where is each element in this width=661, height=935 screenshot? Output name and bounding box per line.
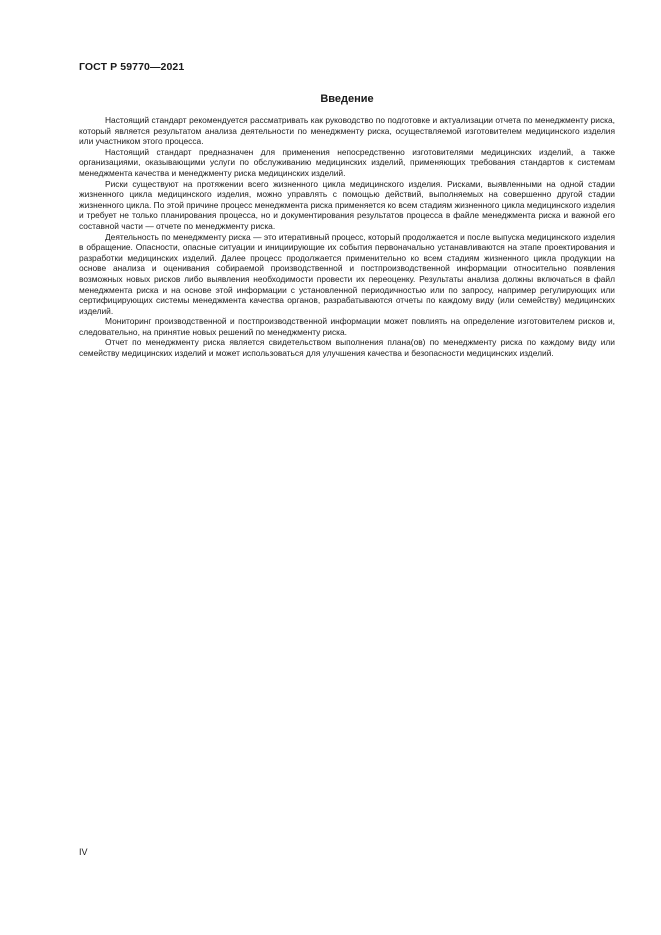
section-body bbox=[79, 115, 615, 359]
paragraph: Отчет по менеджменту риска является свидетельством выполнения плана(ов) по менеджменту риска по каждому виду или семейству медицинских изделий и может использоваться для улучшения качества и безопасности медицинских изделий. bbox=[79, 337, 615, 359]
page-number: IV bbox=[79, 847, 88, 857]
paragraph: Мониторинг производственной и постпроизводственной информации может повлиять на определение изготовителем рисков и, следовательно, на принятие новых решений по менеджменту риска. bbox=[79, 316, 615, 337]
section-title: Введение bbox=[320, 93, 374, 105]
standard-code: ГОСТ Р 59770—2021 bbox=[79, 61, 185, 73]
paragraph: Настоящий стандарт предназначен для применения непосредственно изготовителями медицинских изделий, а также организациями, оказывающими услуги по обслуживанию медицинских изделий, применяющих требования стандартов к системам менеджмента качества и менеджменту риска медицинских изделий. bbox=[79, 146, 615, 178]
paragraph: Настоящий стандарт рекомендуется рассматривать как руководство по подготовке и актуализации отчета по менеджменту риска, который является результатом анализа деятельности по менеджменту риска, осуществляемой изготовителем медицинского изделия или участником этого процесса. bbox=[79, 115, 615, 147]
paragraph: Деятельность по менеджменту риска — это итеративный процесс, который продолжается и после выпуска медицинского изделия в обращение. Опасности, опасные ситуации и инициирующие их события первоначально устанавливаются на этапе проектирования и разработки медицинских изделий. Далее процесс продолжается применительно ко всем стадиям жизненного цикла продукции на основе анализа и оценивания собираемой производственной и постпроизводственной информации относительно появления возможных новых рисков либо выявления необходимости провести их переоценку. Результаты анализа должны включаться в файл менеджмента риска и на основе этой информации с установленной периодичностью или по запросу, например регулирующих или сертифицирующих системы менеджмента качества органов, разрабатываются отчеты по каждому виду (или семейству) медицинских изделий. bbox=[79, 231, 615, 316]
paragraph: Риски существуют на протяжении всего жизненного цикла медицинского изделия. Рисками, выявленными на одной стадии жизненного цикла медицинского изделия, можно управлять с помощью действий, выполняемых на совершенно другой стадии жизненного цикла. По этой причине процесс менеджмента риска применяется ко всем стадиям жизненного цикла медицинского изделия и требует не только планирования процесса, но и документирования результатов процесса в файле менеджмента риска и важной его составной части — отчете по менеджменту риска. bbox=[79, 178, 615, 231]
